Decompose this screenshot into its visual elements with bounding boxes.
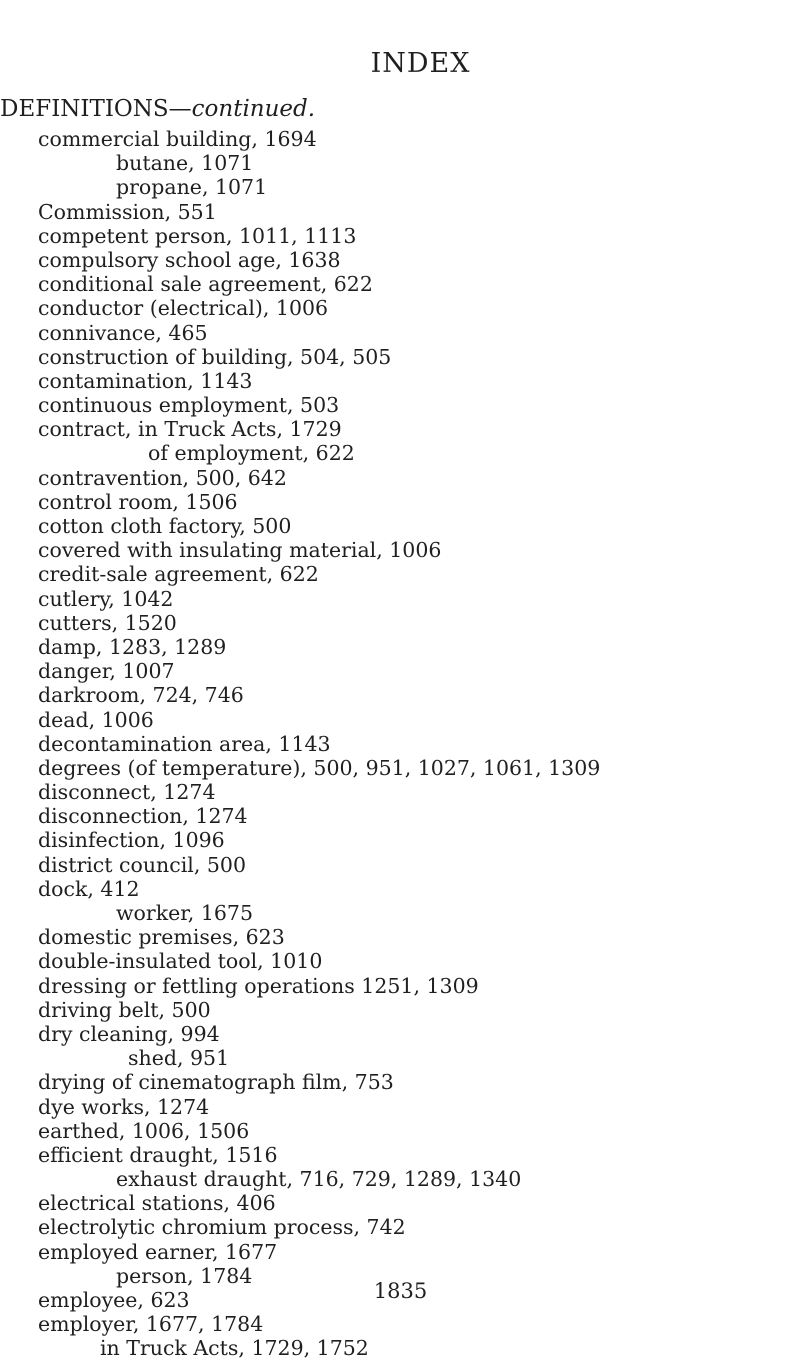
index-entry: employer, 1677, 1784 xyxy=(38,1312,264,1337)
section-heading-continued: continued. xyxy=(191,96,316,122)
index-entries xyxy=(38,127,600,1361)
index-subentry: person, 1784 xyxy=(116,1263,253,1288)
index-entry: electrical stations, 406 xyxy=(38,1191,276,1216)
index-entry: damp, 1283, 1289 xyxy=(38,634,227,659)
index-entry: district council, 500 xyxy=(38,852,247,877)
index-entry: control room, 1506 xyxy=(38,489,238,514)
index-entry: darkroom, 724, 746 xyxy=(38,683,244,708)
index-entry: commercial building, 1694 xyxy=(38,127,317,151)
index-entry: domestic premises, 623 xyxy=(38,925,285,950)
index-subentry: exhaust draught, 716, 729, 1289, 1340 xyxy=(116,1167,522,1192)
index-entry: competent person, 1011, 1113 xyxy=(38,223,357,248)
index-subentry: shed, 951 xyxy=(128,1046,230,1071)
index-entry: dock, 412 xyxy=(38,876,140,901)
page-number: 1835 xyxy=(373,1279,428,1303)
index-entry: conditional sale agreement, 622 xyxy=(38,272,373,297)
index-entry: disconnection, 1274 xyxy=(38,804,248,829)
index-entry: employed earner, 1677 xyxy=(38,1239,278,1264)
index-entry: decontamination area, 1143 xyxy=(38,731,331,756)
index-subentry: butane, 1071 xyxy=(116,151,254,176)
index-entry: cutters, 1520 xyxy=(38,610,177,635)
index-entry: drying of cinematograph film, 753 xyxy=(38,1070,394,1095)
index-entry: dead, 1006 xyxy=(38,707,154,732)
section-heading-main: DEFINITIONS— xyxy=(0,96,192,122)
index-entry: electrolytic chromium process, 742 xyxy=(38,1215,406,1240)
index-subentry: in Truck Acts, 1729, 1752 xyxy=(100,1336,369,1361)
index-entry: contract, in Truck Acts, 1729 xyxy=(38,417,342,442)
index-entry: degrees (of temperature), 500, 951, 1027, 1061, 1309 xyxy=(38,755,601,780)
index-entry: contravention, 500, 642 xyxy=(38,465,287,490)
index-entry: danger, 1007 xyxy=(38,659,175,684)
index-entry: efficient draught, 1516 xyxy=(38,1142,278,1167)
index-entry: disinfection, 1096 xyxy=(38,828,225,853)
index-entry: continuous employment, 503 xyxy=(38,393,340,418)
index-entry: construction of building, 504, 505 xyxy=(38,344,392,369)
index-entry: employee, 623 xyxy=(38,1288,190,1312)
index-entry: connivance, 465 xyxy=(38,320,208,345)
index-entry: driving belt, 500 xyxy=(38,997,211,1022)
index-subentry: worker, 1675 xyxy=(116,901,253,925)
index-entry: dry cleaning, 994 xyxy=(38,1021,220,1046)
page-title: INDEX xyxy=(370,48,471,79)
index-entry: Commission, 551 xyxy=(38,199,217,224)
index-entry: compulsory school age, 1638 xyxy=(38,247,341,272)
index-entry: disconnect, 1274 xyxy=(38,780,216,805)
index-entry: contamination, 1143 xyxy=(38,368,253,393)
index-entry: double-insulated tool, 1010 xyxy=(38,949,323,974)
index-subentry: propane, 1071 xyxy=(116,175,268,200)
index-entry: covered with insulating material, 1006 xyxy=(38,538,442,563)
index-entry: cutlery, 1042 xyxy=(38,586,174,611)
index-entry: conductor (electrical), 1006 xyxy=(38,296,329,321)
index-entry: earthed, 1006, 1506 xyxy=(38,1118,250,1143)
index-entry: dressing or fettling operations 1251, 1309 xyxy=(38,973,479,998)
index-entry: dye works, 1274 xyxy=(38,1094,210,1119)
index-entry: credit-sale agreement, 622 xyxy=(38,562,319,587)
section-heading xyxy=(0,96,315,122)
index-subentry: of employment, 622 xyxy=(148,441,355,466)
index-entry: cotton cloth factory, 500 xyxy=(38,514,292,538)
